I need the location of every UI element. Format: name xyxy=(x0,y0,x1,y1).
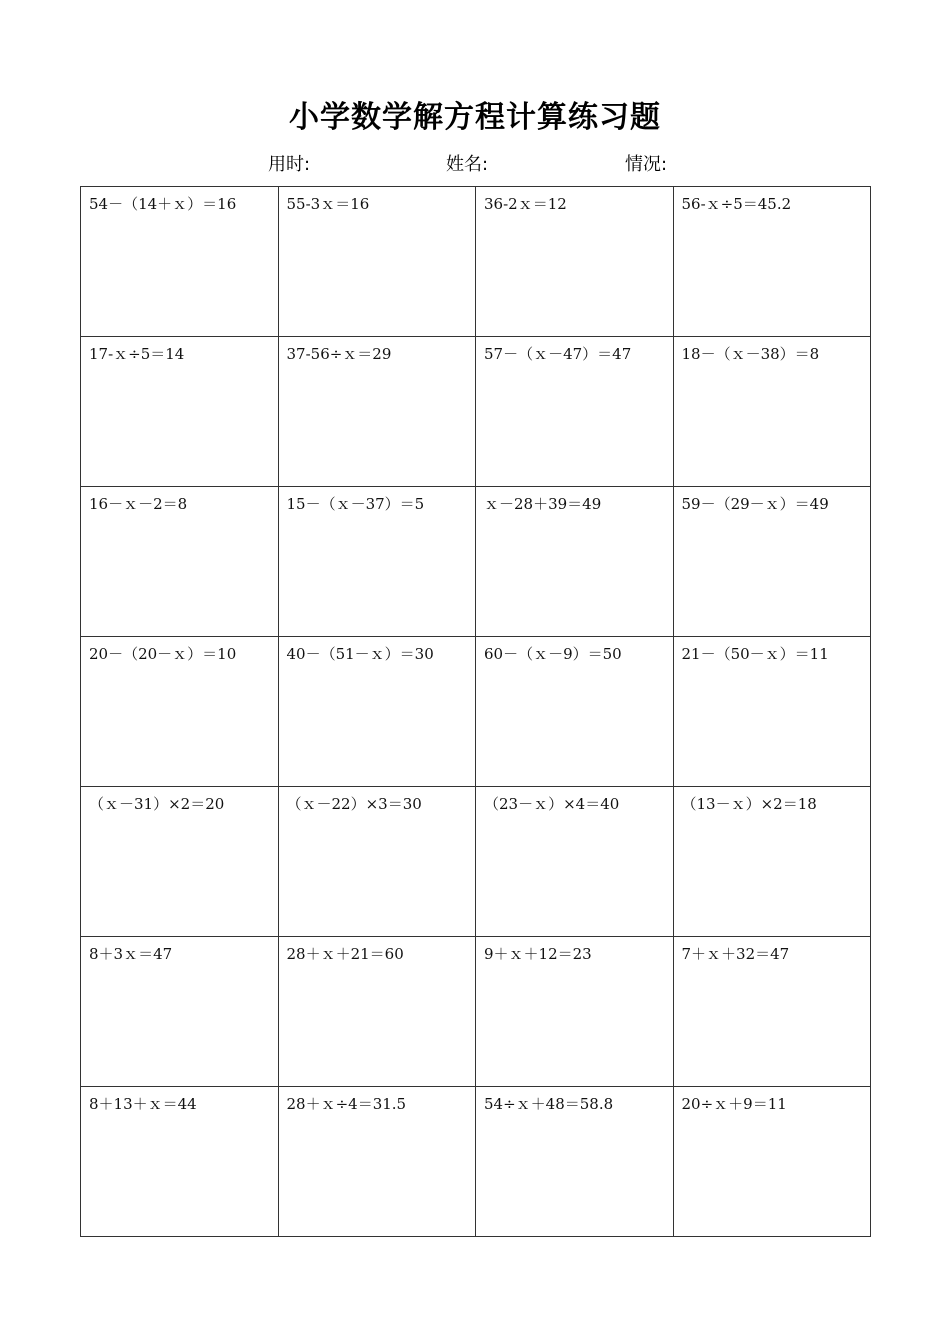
problem-cell: 21－（50－ｘ）＝11 xyxy=(674,637,872,787)
problem-cell: 8＋3ｘ＝47 xyxy=(81,937,279,1087)
problem-cell: 28＋ｘ÷4＝31.5 xyxy=(279,1087,477,1237)
problem-cell: 59－（29－ｘ）＝49 xyxy=(674,487,872,637)
name-label: 姓名: xyxy=(446,154,489,175)
problem-cell: 40－（51－ｘ）＝30 xyxy=(279,637,477,787)
problem-cell: 57－（ｘ－47）＝47 xyxy=(476,337,674,487)
problem-cell: 54÷ｘ＋48＝58.8 xyxy=(476,1087,674,1237)
problem-cell: 37-56÷ｘ＝29 xyxy=(279,337,477,487)
problem-cell: 55-3ｘ＝16 xyxy=(279,187,477,337)
problem-cell: 56-ｘ÷5＝45.2 xyxy=(674,187,872,337)
problem-cell: 28＋ｘ＋21＝60 xyxy=(279,937,477,1087)
problem-grid xyxy=(80,186,871,1237)
problem-cell: 9＋ｘ＋12＝23 xyxy=(476,937,674,1087)
worksheet-title: 小学数学解方程计算练习题 xyxy=(289,100,661,135)
problem-cell: 16－ｘ－2＝8 xyxy=(81,487,279,637)
problem-cell: 20÷ｘ＋9＝11 xyxy=(674,1087,872,1237)
problem-cell: ｘ－28＋39＝49 xyxy=(476,487,674,637)
problem-cell: 20－（20－ｘ）＝10 xyxy=(81,637,279,787)
problem-cell: 8＋13＋ｘ＝44 xyxy=(81,1087,279,1237)
problem-cell: 15－（ｘ－37）＝5 xyxy=(279,487,477,637)
problem-cell: （23－ｘ）×4＝40 xyxy=(476,787,674,937)
problem-cell: 7＋ｘ＋32＝47 xyxy=(674,937,872,1087)
problem-cell: 17-ｘ÷5＝14 xyxy=(81,337,279,487)
status-label: 情况: xyxy=(625,154,668,175)
problem-cell: 54－（14＋ｘ）＝16 xyxy=(81,187,279,337)
problem-cell: 18－（ｘ－38）＝8 xyxy=(674,337,872,487)
problem-cell: 60－（ｘ－9）＝50 xyxy=(476,637,674,787)
time-label: 用时: xyxy=(268,154,311,175)
problem-cell: 36-2ｘ＝12 xyxy=(476,187,674,337)
problem-cell: （13－ｘ）×2＝18 xyxy=(674,787,872,937)
problem-cell: （ｘ－31）×2＝20 xyxy=(81,787,279,937)
problem-cell: （ｘ－22）×3＝30 xyxy=(279,787,477,937)
